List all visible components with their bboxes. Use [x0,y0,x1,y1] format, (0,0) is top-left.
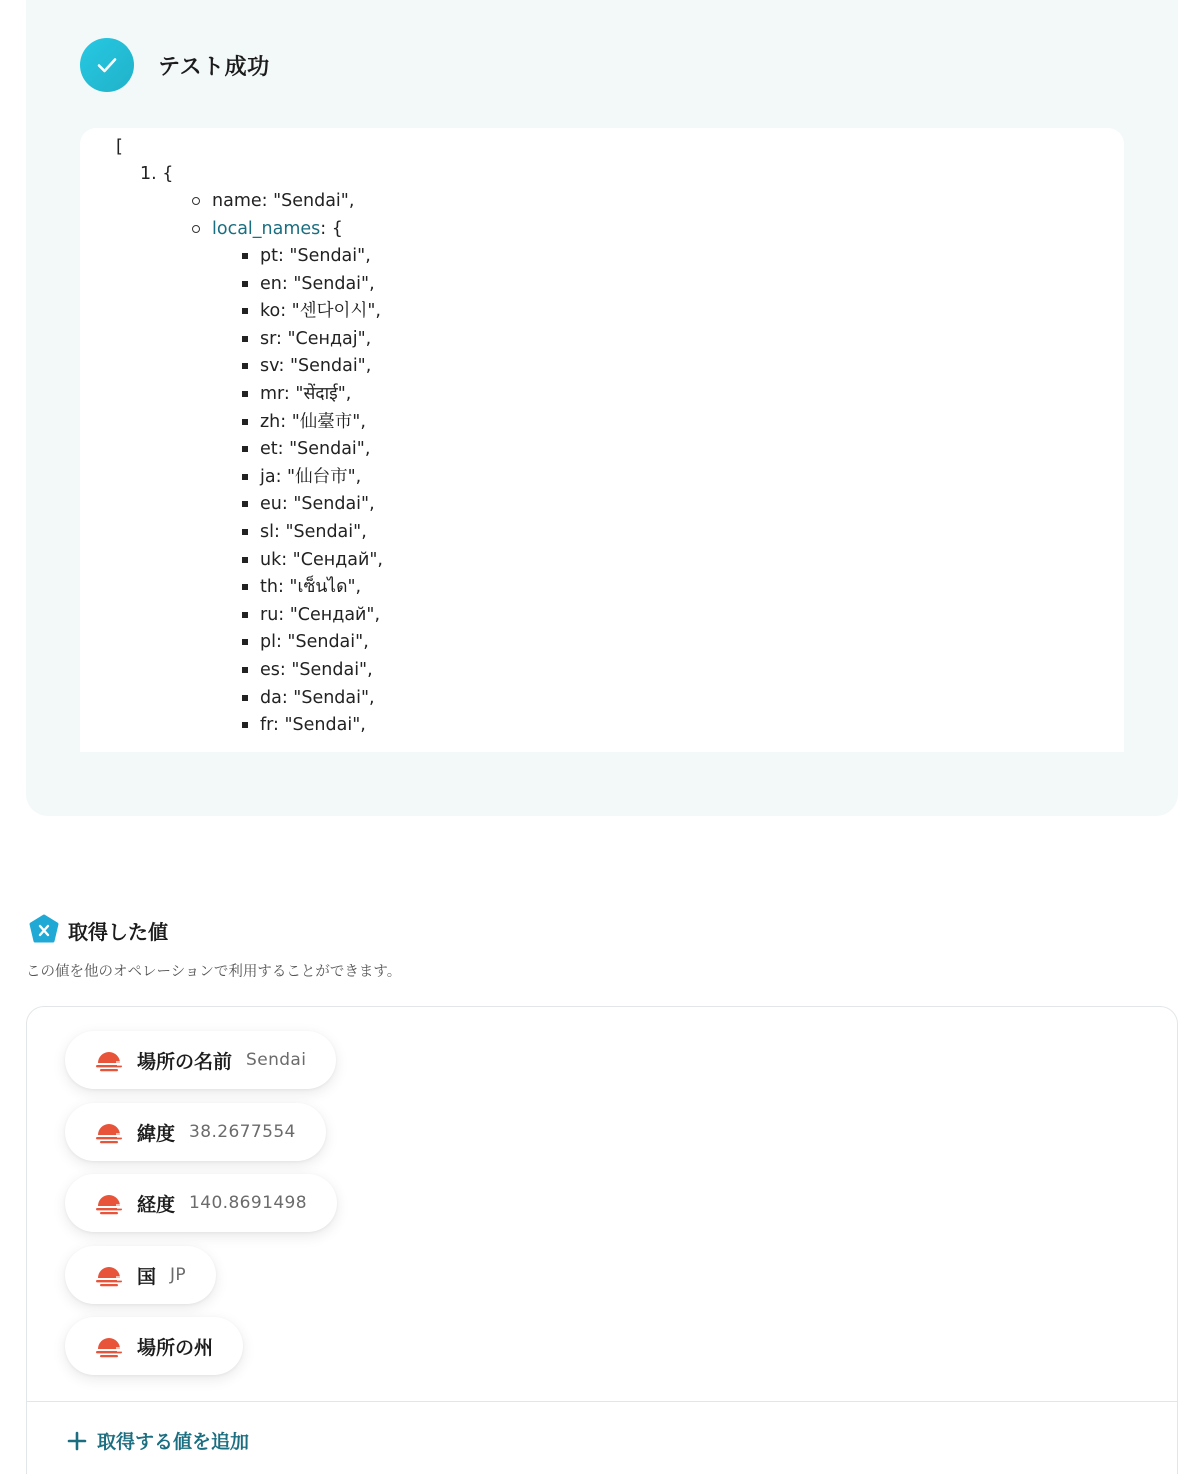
value-chip-value: 140.8691498 [189,1193,307,1213]
variable-pentagon-icon [28,914,60,946]
value-chip-label: 場所の州 [137,1336,214,1359]
json-local-name-entry: en: "Sendai", [260,273,375,294]
acquired-title: 取得した値 [68,919,168,944]
bullet-square [242,695,248,701]
add-value-label: 取得する値を追加 [97,1431,250,1453]
bullet-square [242,446,248,452]
value-chip-value: JP [170,1265,187,1285]
bullet-square [242,419,248,425]
json-local-name-entry: es: "Sendai", [260,660,373,680]
bullet-square [242,722,248,728]
json-name-line: name: "Sendai", [212,191,355,211]
json-local-name-entry: et: "Sendai", [260,439,371,460]
bullet-square [242,529,248,535]
bullet-square [242,667,248,673]
add-value-button[interactable] [67,1427,249,1454]
value-chip[interactable] [65,1103,326,1161]
json-local-name-entry: da: "Sendai", [260,687,375,708]
weather-sun-icon [95,1334,123,1358]
bullet-square [242,363,248,369]
value-chip[interactable] [65,1031,336,1089]
json-local-names-line [212,218,343,240]
acquired-section-header [28,914,168,946]
acquired-values-panel [26,1006,1178,1474]
json-local-name-entry: sl: "Sendai", [260,522,367,542]
value-chip[interactable] [65,1317,243,1375]
bullet-square [242,557,248,563]
bullet-square [242,612,248,618]
json-local-name-entry: fr: "Sendai", [260,715,366,736]
json-local-name-entry: zh: "仙臺市", [260,411,366,432]
json-item-number: 1. { [140,164,174,184]
value-chip-label: 緯度 [137,1122,176,1145]
json-local-name-entry: ko: "센다이시", [260,301,381,322]
bullet-square [242,639,248,645]
bullet-circle [192,197,200,205]
value-chip[interactable] [65,1246,216,1304]
plus-icon [67,1431,87,1451]
json-local-name-entry: sr: "Сендај", [260,328,372,349]
acquired-description: この値を他のオペレーションで利用することができます。 [26,964,402,980]
value-chip[interactable] [65,1174,337,1232]
bullet-square [242,391,248,397]
result-title: テスト成功 [158,54,270,80]
json-local-name-entry: ru: "Сендай", [260,604,381,625]
json-local-name-entry: uk: "Сендай", [260,549,383,570]
value-chip-value: Sendai [246,1050,307,1070]
bullet-square [242,253,248,259]
json-local-name-entry: pt: "Sendai", [260,246,371,266]
json-local-name-entry: pl: "Sendai", [260,632,369,653]
check-icon [80,38,134,92]
value-chip-label: 経度 [137,1193,176,1216]
bullet-square [242,308,248,314]
json-local-name-entry: ja: "仙台市", [260,466,362,487]
weather-sun-icon [95,1191,123,1215]
weather-sun-icon [95,1120,123,1144]
weather-sun-icon [95,1048,123,1072]
json-local-name-entry: sv: "Sendai", [260,356,372,377]
json-output [80,128,1124,752]
json-bracket-open: [ [116,137,123,157]
value-chip-value: 38.2677554 [189,1122,296,1142]
bullet-circle [192,225,200,233]
local-names-open: : { [320,219,343,239]
bullet-square [242,281,248,287]
json-local-name-entry: eu: "Sendai", [260,494,375,515]
json-local-name-entry: mr: "सेंदाई", [260,384,352,404]
bullet-square [242,584,248,590]
local-names-link[interactable]: local_names [212,219,321,239]
value-chip-label: 国 [137,1265,157,1288]
json-local-name-entry: th: "เซ็นได", [260,577,362,598]
divider [27,1401,1177,1402]
bullet-square [242,501,248,507]
test-result-panel [26,0,1178,816]
weather-sun-icon [95,1263,123,1287]
value-chip-label: 場所の名前 [137,1050,233,1073]
bullet-square [242,474,248,480]
bullet-square [242,336,248,342]
result-header [80,38,270,92]
